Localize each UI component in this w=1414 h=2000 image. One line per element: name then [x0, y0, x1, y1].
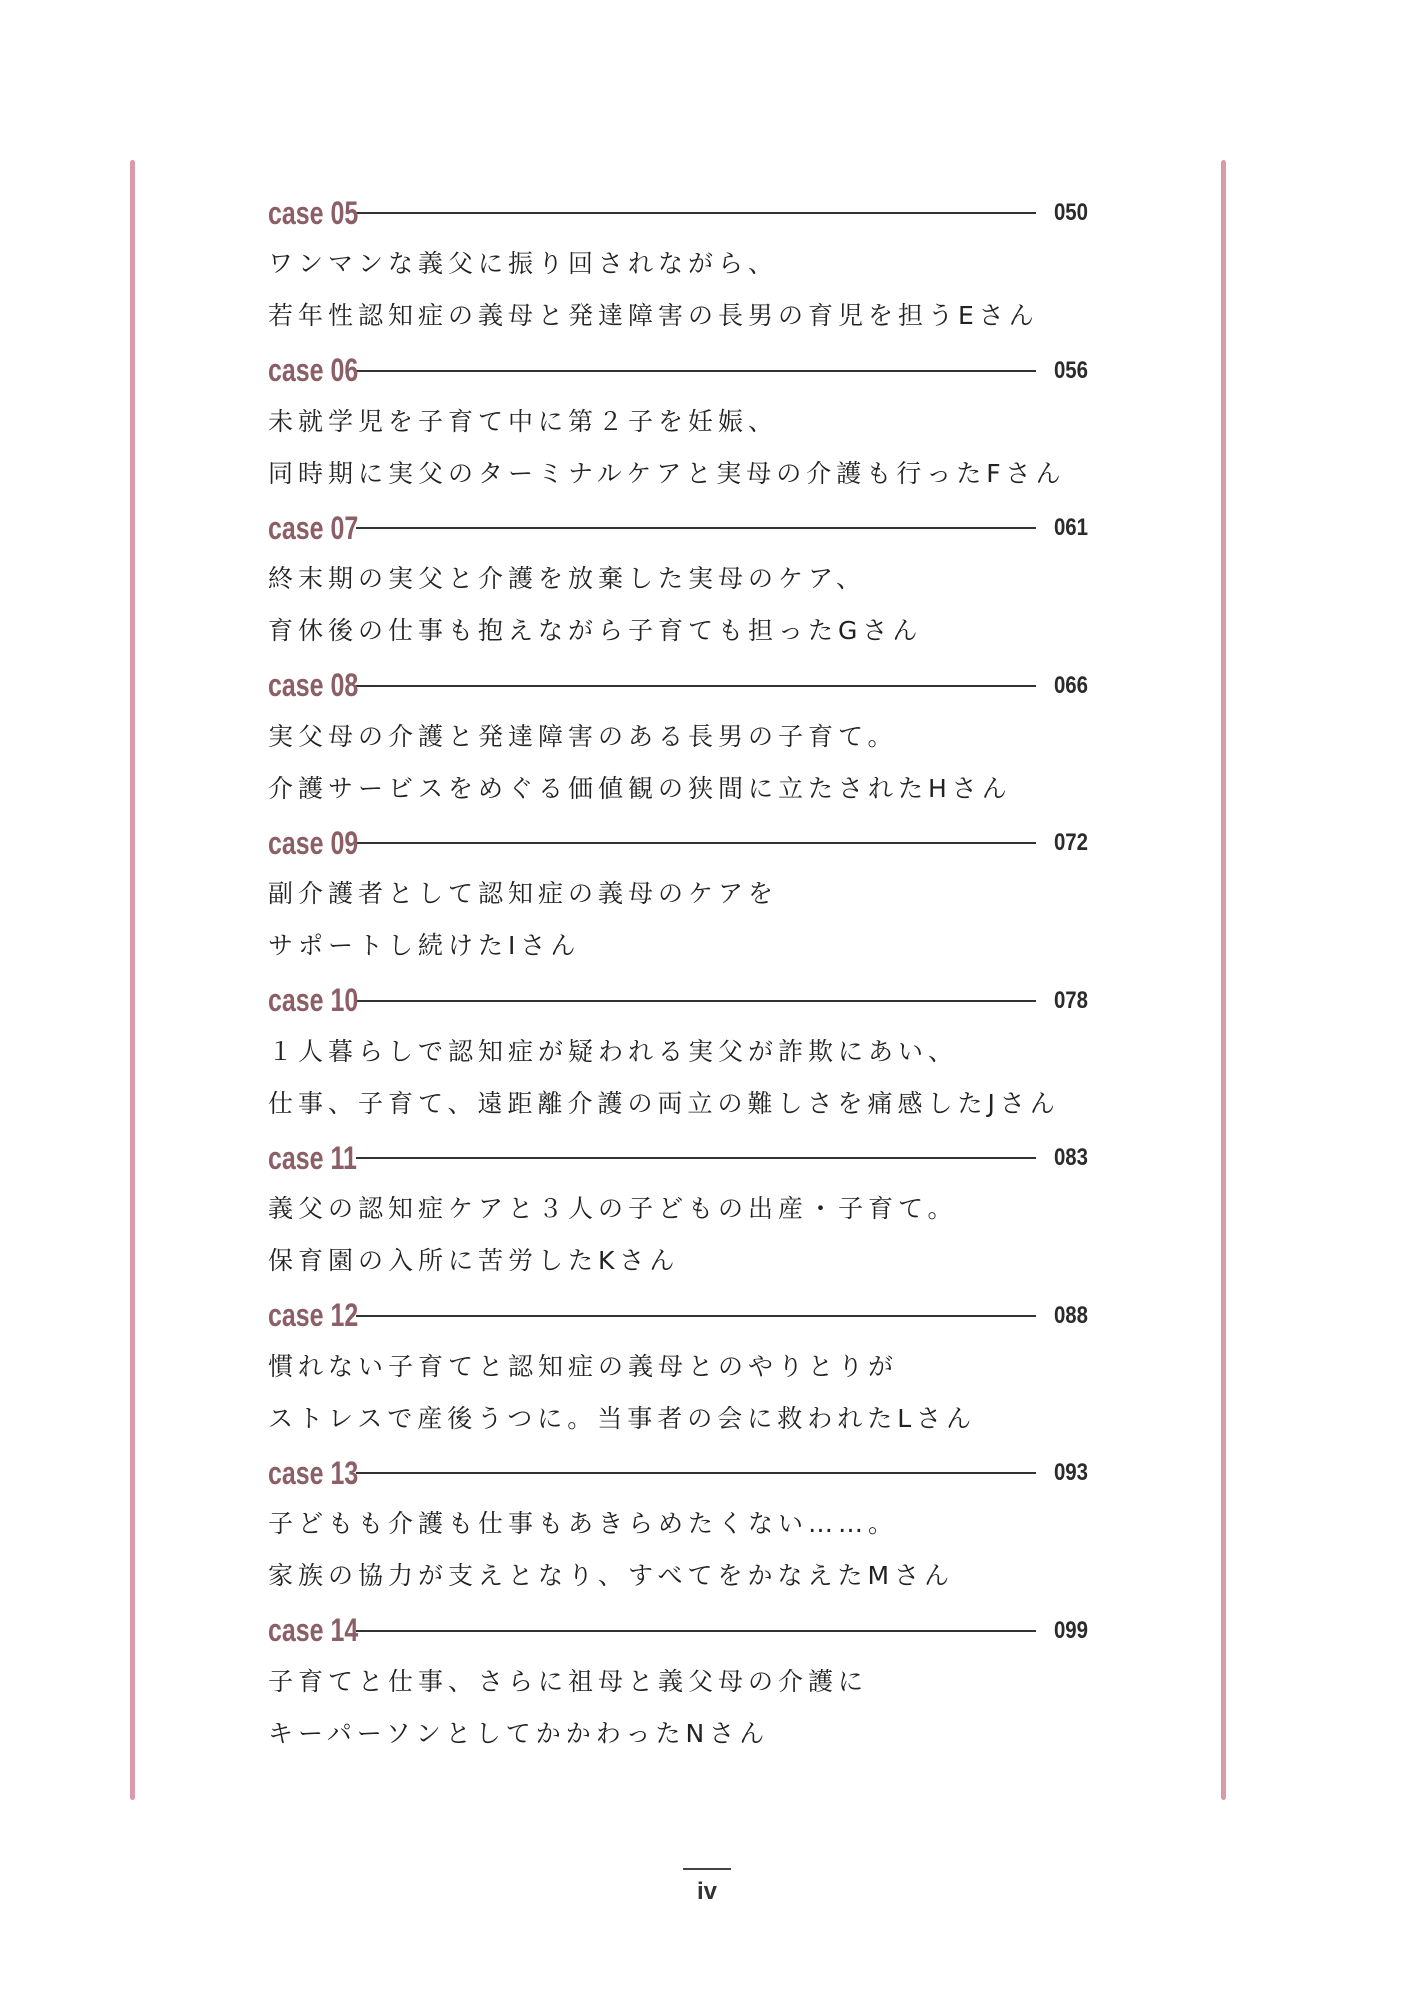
case-label: case 06	[268, 352, 359, 388]
leader-rule	[356, 1630, 1036, 1632]
leader-rule	[356, 527, 1036, 529]
folio	[0, 1868, 1414, 1906]
entry-description-line: 仕事、子育て、遠距離介護の両立の難しさを痛感したJさん	[268, 1088, 1060, 1118]
entry-description-line: 同時期に実父のターミナルケアと実母の介護も行ったFさん	[268, 458, 1066, 488]
case-label: case 09	[268, 824, 359, 861]
page-number: 072	[1053, 829, 1088, 856]
leader-rule	[356, 1000, 1036, 1002]
toc-entry-case-10[interactable]	[268, 976, 1088, 1134]
entry-description-line: 義父の認知症ケアと３人の子どもの出産・子育て。	[268, 1194, 958, 1223]
page-number: 099	[1053, 1616, 1088, 1644]
entry-description-line: ワンマンな義父に振り回されながら、	[268, 249, 779, 278]
right-margin-rule	[1221, 160, 1226, 1800]
leader-rule	[356, 370, 1036, 372]
case-label: case 14	[268, 1612, 359, 1648]
leader-rule	[356, 1315, 1036, 1317]
page-number: 061	[1053, 514, 1088, 541]
toc-entry-case-12[interactable]	[268, 1291, 1088, 1449]
toc-entry-case-11[interactable]	[268, 1133, 1088, 1291]
leader-rule	[356, 1157, 1036, 1159]
left-margin-rule	[130, 160, 135, 1800]
page-number: 078	[1053, 986, 1088, 1014]
leader-rule	[356, 685, 1036, 687]
folio-rule	[683, 1868, 731, 1870]
entry-description-line: 未就学児を子育て中に第２子を妊娠、	[268, 406, 779, 436]
entry-description-line: サポートし続けたIさん	[268, 931, 581, 960]
case-label: case 13	[268, 1454, 359, 1491]
page-number: 083	[1053, 1144, 1088, 1171]
toc-entry-case-13[interactable]	[268, 1448, 1088, 1606]
toc-entry-case-05[interactable]	[268, 188, 1088, 346]
entry-description-line: 終末期の実父と介護を放棄した実母のケア、	[268, 564, 867, 593]
toc-entry-case-08[interactable]	[268, 661, 1088, 819]
table-of-contents	[268, 188, 1088, 1763]
toc-entry-case-06[interactable]	[268, 346, 1088, 504]
toc-entry-case-07[interactable]	[268, 503, 1088, 661]
entry-description-line: ストレスで産後うつに。当事者の会に救われたLさん	[268, 1403, 977, 1433]
entry-description-line: １人暮らしで認知症が疑われる実父が詐欺にあい、	[268, 1036, 959, 1066]
leader-rule	[356, 1472, 1036, 1474]
page-number: 093	[1053, 1459, 1088, 1486]
page-number: 066	[1053, 671, 1088, 699]
toc-entry-case-14[interactable]	[268, 1606, 1088, 1764]
toc-entry-case-09[interactable]	[268, 818, 1088, 976]
entry-description-line: 育休後の仕事も抱えながら子育ても担ったGさん	[268, 616, 923, 645]
page-number: 056	[1053, 356, 1088, 384]
entry-description-line: 保育園の入所に苦労したKさん	[268, 1246, 680, 1275]
entry-description-line: キーパーソンとしてかかわったNさん	[268, 1718, 770, 1748]
page-number: 088	[1053, 1301, 1088, 1329]
entry-description-line: 副介護者として認知症の義母のケアを	[268, 879, 779, 908]
page-number: 050	[1053, 199, 1088, 226]
case-label: case 12	[268, 1297, 359, 1333]
entry-description-line: 若年性認知症の義母と発達障害の長男の育児を担うEさん	[268, 301, 1039, 330]
folio-page-number: iv	[696, 1878, 717, 1905]
entry-description-line: 子どもも介護も仕事もあきらめたくない……。	[268, 1509, 899, 1538]
entry-description-line: 介護サービスをめぐる価値観の狭間に立たされたHさん	[268, 773, 1012, 803]
case-label: case 08	[268, 667, 359, 703]
case-label: case 07	[268, 509, 359, 546]
leader-rule	[356, 212, 1036, 214]
entry-description-line: 実父母の介護と発達障害のある長男の子育て。	[268, 721, 898, 751]
case-label: case 05	[268, 194, 359, 231]
entry-description-line: 家族の協力が支えとなり、すべてをかなえたMさん	[268, 1561, 955, 1590]
case-label: case 10	[268, 982, 359, 1018]
entry-description-line: 子育てと仕事、さらに祖母と義父母の介護に	[268, 1666, 869, 1696]
leader-rule	[356, 842, 1036, 844]
case-label: case 11	[268, 1139, 357, 1176]
entry-description-line: 慣れない子育てと認知症の義母とのやりとりが	[268, 1351, 899, 1381]
